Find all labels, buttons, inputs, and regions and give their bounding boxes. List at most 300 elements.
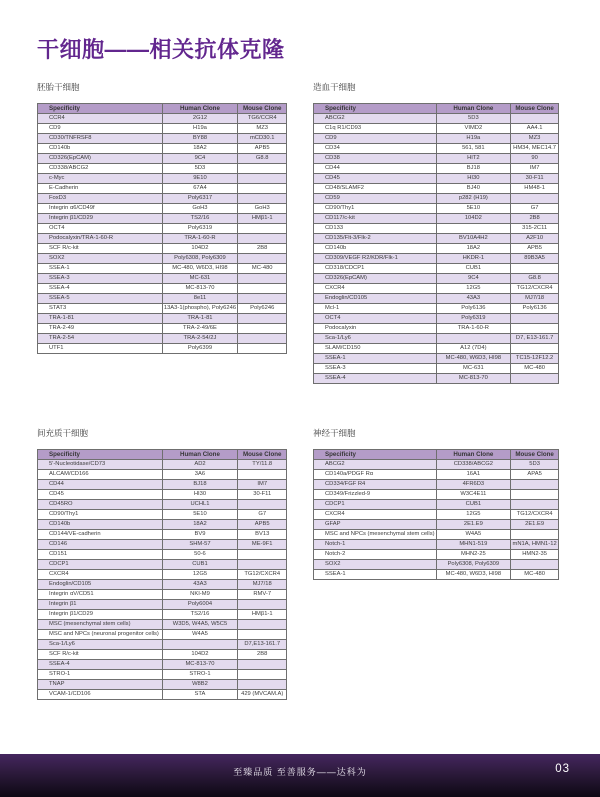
human-clone-cell: W3D5, W4A5, W5C5 (162, 620, 238, 630)
table-row (38, 124, 287, 134)
mouse-clone-cell: BV13 (238, 530, 287, 540)
specificity-cell: CD151 (38, 550, 163, 560)
human-clone-cell: W8B2 (162, 680, 238, 690)
table-row (38, 174, 287, 184)
human-clone-cell: VIMD2 (436, 124, 511, 134)
table-row (38, 520, 287, 530)
human-clone-cell: TRA-2-49/6E (162, 324, 238, 334)
column-header: Human Clone (162, 104, 238, 114)
table-row (314, 364, 559, 374)
mouse-clone-cell: HMN2-35 (511, 550, 559, 560)
table-row (314, 344, 559, 354)
header-row (38, 104, 287, 114)
mouse-clone-cell: G7 (511, 204, 559, 214)
mouse-clone-cell: MZ3 (511, 134, 559, 144)
table-row (38, 610, 287, 620)
column-header: Specificity (38, 104, 163, 114)
table-row (38, 630, 287, 640)
specificity-cell: CD338/ABCG2 (38, 164, 163, 174)
table-row (38, 284, 287, 294)
mouse-clone-cell (511, 560, 559, 570)
table-row (314, 204, 559, 214)
mouse-clone-cell (238, 274, 287, 284)
human-clone-cell: HI30 (436, 174, 511, 184)
specificity-cell: CD334/FGF R4 (314, 480, 437, 490)
page-number: 03 (555, 763, 570, 775)
mouse-clone-cell: MZ3 (238, 124, 287, 134)
specificity-cell: SSEA-3 (314, 364, 437, 374)
table-row (38, 480, 287, 490)
human-clone-cell: 9C4 (436, 274, 511, 284)
human-clone-cell: p282 (H19) (436, 194, 511, 204)
table-row (38, 510, 287, 520)
table-row (38, 540, 287, 550)
section-mesenchymal-stem-cells (37, 428, 287, 700)
mouse-clone-cell: MJ7/18 (511, 294, 559, 304)
specificity-cell: TRA-2-54 (38, 334, 163, 344)
mouse-clone-cell (511, 530, 559, 540)
table-row (314, 194, 559, 204)
human-clone-cell: 18A2 (436, 244, 511, 254)
mouse-clone-cell: MC-480 (511, 570, 559, 580)
section-label: 神经干细胞 (313, 428, 356, 438)
header-row (314, 450, 559, 460)
table-row (314, 264, 559, 274)
mouse-clone-cell (238, 184, 287, 194)
human-clone-cell: MC-480, W6D3, HI98 (162, 264, 238, 274)
specificity-cell: CD45 (314, 174, 437, 184)
antibody-clone-table (37, 449, 287, 700)
human-clone-cell: W4A5 (162, 630, 238, 640)
table-row (314, 500, 559, 510)
table-row (38, 154, 287, 164)
mouse-clone-cell: APB5 (511, 244, 559, 254)
specificity-cell: SCF R/c-kit (38, 650, 163, 660)
mouse-clone-cell: A2F10 (511, 234, 559, 244)
human-clone-cell: MHN2-25 (436, 550, 511, 560)
specificity-cell: 5'-Nucleotidase/CD73 (38, 460, 163, 470)
human-clone-cell: 104D2 (162, 650, 238, 660)
human-clone-cell: 2G12 (162, 114, 238, 124)
mouse-clone-cell: TG12/CXCR4 (511, 510, 559, 520)
specificity-cell: CD48/SLAMF2 (314, 184, 437, 194)
column-header: Specificity (38, 450, 163, 460)
mouse-clone-cell: HM48-1 (511, 184, 559, 194)
mouse-clone-cell: G7 (238, 510, 287, 520)
human-clone-cell: Poly6308, Poly6309 (162, 254, 238, 264)
specificity-cell: CXCR4 (314, 510, 437, 520)
human-clone-cell: 12G5 (162, 570, 238, 580)
human-clone-cell: 9C4 (162, 154, 238, 164)
human-clone-cell: BY88 (162, 134, 238, 144)
specificity-cell: CD326(EpCAM) (38, 154, 163, 164)
human-clone-cell (162, 640, 238, 650)
table-row (38, 254, 287, 264)
section-neural-stem-cells (313, 428, 559, 580)
table-row (314, 294, 559, 304)
table-row (38, 500, 287, 510)
human-clone-cell: 104D2 (436, 214, 511, 224)
table-row (314, 470, 559, 480)
human-clone-cell: H19a (436, 134, 511, 144)
table-row (38, 590, 287, 600)
specificity-cell: CD349/Frizzled-9 (314, 490, 437, 500)
mouse-clone-cell: GoH3 (238, 204, 287, 214)
table-row (38, 314, 287, 324)
specificity-cell: CD140a/PDGF Rα (314, 470, 437, 480)
human-clone-cell: MC-631 (162, 274, 238, 284)
section-embryonic-stem-cells (37, 82, 287, 354)
mouse-clone-cell: MC-480 (238, 264, 287, 274)
mouse-clone-cell: AA4.1 (511, 124, 559, 134)
table-row (314, 530, 559, 540)
mouse-clone-cell: TC15-12F12.2 (511, 354, 559, 364)
mouse-clone-cell: 30-F11 (238, 490, 287, 500)
human-clone-cell: Poly6319 (162, 224, 238, 234)
specificity-cell: STRO-1 (38, 670, 163, 680)
specificity-cell: Podocalyxin (314, 324, 437, 334)
specificity-cell: CD30/TNFRSF8 (38, 134, 163, 144)
mouse-clone-cell (238, 680, 287, 690)
table-row (314, 234, 559, 244)
specificity-cell: Podocalyxin/TRA-1-60-R (38, 234, 163, 244)
section-label: 胚胎干细胞 (37, 82, 80, 92)
table-row (38, 470, 287, 480)
mouse-clone-cell (238, 470, 287, 480)
mouse-clone-cell (238, 334, 287, 344)
human-clone-cell: NKI-M9 (162, 590, 238, 600)
column-header: Human Clone (436, 104, 511, 114)
human-clone-cell (436, 224, 511, 234)
specificity-cell: CD146 (38, 540, 163, 550)
mouse-clone-cell: MJ7/18 (238, 580, 287, 590)
table-row (38, 324, 287, 334)
specificity-cell: SSEA-1 (314, 354, 437, 364)
mouse-clone-cell (238, 284, 287, 294)
table-row (38, 690, 287, 700)
human-clone-cell: Poly6317 (162, 194, 238, 204)
section-hematopoietic-stem-cells (313, 82, 559, 384)
header-row (38, 450, 287, 460)
table-row (314, 214, 559, 224)
human-clone-cell: UCHL1 (162, 500, 238, 510)
header-row (314, 104, 559, 114)
antibody-clone-table (313, 449, 559, 580)
footer-slogan: 至臻品质 至善服务——达科为 (233, 767, 367, 777)
table-row (314, 560, 559, 570)
human-clone-cell: Poly6399 (162, 344, 238, 354)
human-clone-cell: 43A3 (162, 580, 238, 590)
mouse-clone-cell (238, 254, 287, 264)
mouse-clone-cell (511, 314, 559, 324)
specificity-cell: c-Myc (38, 174, 163, 184)
specificity-cell: CD34 (314, 144, 437, 154)
specificity-cell: ABCG2 (314, 114, 437, 124)
human-clone-cell: 43A3 (436, 294, 511, 304)
mouse-clone-cell: RMV-7 (238, 590, 287, 600)
mouse-clone-cell: Poly6136 (511, 304, 559, 314)
human-clone-cell: TRA-1-60-R (436, 324, 511, 334)
human-clone-cell: W3C4E11 (436, 490, 511, 500)
human-clone-cell: BV9 (162, 530, 238, 540)
mouse-clone-cell: G8.8 (238, 154, 287, 164)
antibody-clone-table (37, 103, 287, 354)
mouse-clone-cell: 315-2C11 (511, 224, 559, 234)
specificity-cell: CD59 (314, 194, 437, 204)
human-clone-cell: 9E10 (162, 174, 238, 184)
human-clone-cell: 12G5 (436, 284, 511, 294)
table-row (314, 570, 559, 580)
table-row (314, 480, 559, 490)
specificity-cell: Integrin β1/CD29 (38, 610, 163, 620)
table-row (314, 144, 559, 154)
table-row (38, 660, 287, 670)
table-row (38, 550, 287, 560)
table-row (314, 274, 559, 284)
table-row (314, 114, 559, 124)
human-clone-cell: STRO-1 (162, 670, 238, 680)
table-row (38, 144, 287, 154)
table-row (38, 204, 287, 214)
table-row (38, 194, 287, 204)
table-row (314, 460, 559, 470)
table-row (314, 550, 559, 560)
specificity-cell: CD135/Flt-3/Flk-2 (314, 234, 437, 244)
specificity-cell: SSEA-1 (314, 570, 437, 580)
human-clone-cell: MC-813-70 (162, 660, 238, 670)
table-row (38, 460, 287, 470)
column-header: Specificity (314, 104, 437, 114)
table-row (38, 640, 287, 650)
human-clone-cell: BV10A4H2 (436, 234, 511, 244)
table-row (314, 164, 559, 174)
specificity-cell: Integrin β1 (38, 600, 163, 610)
mouse-clone-cell: APB5 (238, 520, 287, 530)
specificity-cell: Integrin β1/CD29 (38, 214, 163, 224)
human-clone-cell: BJ40 (436, 184, 511, 194)
human-clone-cell: Poly6319 (436, 314, 511, 324)
section-label: 造血干细胞 (313, 82, 356, 92)
table-row (38, 244, 287, 254)
mouse-clone-cell: HMβ1-1 (238, 214, 287, 224)
human-clone-cell: 3A6 (162, 470, 238, 480)
mouse-clone-cell (238, 660, 287, 670)
footer-band (0, 754, 600, 797)
human-clone-cell: STA (162, 690, 238, 700)
human-clone-cell: 561, 581 (436, 144, 511, 154)
human-clone-cell: MC-480, W6D3, HI98 (436, 570, 511, 580)
specificity-cell: CD45 (38, 490, 163, 500)
specificity-cell: CD9 (38, 124, 163, 134)
table-row (38, 600, 287, 610)
column-header: Human Clone (436, 450, 511, 460)
mouse-clone-cell (238, 234, 287, 244)
mouse-clone-cell (238, 314, 287, 324)
specificity-cell: Sca-1/Ly6 (38, 640, 163, 650)
table-row (314, 284, 559, 294)
mouse-clone-cell: TG12/CXCR4 (238, 570, 287, 580)
specificity-cell: Integrin α6/CD49f (38, 204, 163, 214)
human-clone-cell: A12 (7D4) (436, 344, 511, 354)
table-row (38, 164, 287, 174)
specificity-cell: CD45RO (38, 500, 163, 510)
human-clone-cell: HI30 (162, 490, 238, 500)
specificity-cell: CD133 (314, 224, 437, 234)
table-row (314, 154, 559, 164)
human-clone-cell: 5D3 (436, 114, 511, 124)
table-row (38, 214, 287, 224)
mouse-clone-cell (238, 164, 287, 174)
mouse-clone-cell: APA5 (511, 470, 559, 480)
human-clone-cell: 18A2 (162, 520, 238, 530)
table-row (38, 530, 287, 540)
human-clone-cell (436, 334, 511, 344)
specificity-cell: E-Cadherin (38, 184, 163, 194)
page-title: 干细胞——相关抗体克隆 (37, 37, 285, 62)
human-clone-cell: 50-6 (162, 550, 238, 560)
human-clone-cell: TS2/16 (162, 214, 238, 224)
specificity-cell: CXCR4 (38, 570, 163, 580)
specificity-cell: Notch-2 (314, 550, 437, 560)
specificity-cell: Endoglin/CD105 (314, 294, 437, 304)
table-row (38, 224, 287, 234)
specificity-cell: CD38 (314, 154, 437, 164)
table-row (38, 680, 287, 690)
specificity-cell: SCF R/c-kit (38, 244, 163, 254)
table-row (314, 520, 559, 530)
specificity-cell: GFAP (314, 520, 437, 530)
mouse-clone-cell (238, 550, 287, 560)
table-row (314, 124, 559, 134)
table-row (314, 374, 559, 384)
specificity-cell: MSC and NPCs (neuronal progenitor cells) (38, 630, 163, 640)
human-clone-cell: 4FR6D3 (436, 480, 511, 490)
human-clone-cell: CUB1 (162, 560, 238, 570)
mouse-clone-cell: mCD30.1 (238, 134, 287, 144)
mouse-clone-cell (238, 344, 287, 354)
mouse-clone-cell: 90 (511, 154, 559, 164)
mouse-clone-cell (511, 264, 559, 274)
mouse-clone-cell (238, 620, 287, 630)
human-clone-cell: Poly6308, Poly6309 (436, 560, 511, 570)
mouse-clone-cell: TG12/CXCR4 (511, 284, 559, 294)
specificity-cell: Endoglin/CD105 (38, 580, 163, 590)
human-clone-cell: BJ18 (436, 164, 511, 174)
column-header: Mouse Clone (238, 104, 287, 114)
human-clone-cell: 5E10 (436, 204, 511, 214)
table-row (314, 184, 559, 194)
specificity-cell: OCT4 (38, 224, 163, 234)
specificity-cell: CD309/VEGF R2/KDR/Flk-1 (314, 254, 437, 264)
mouse-clone-cell (238, 560, 287, 570)
specificity-cell: CD9 (314, 134, 437, 144)
column-header: Specificity (314, 450, 437, 460)
human-clone-cell: BJ18 (162, 480, 238, 490)
specificity-cell: CD117/c-kit (314, 214, 437, 224)
mouse-clone-cell (238, 224, 287, 234)
mouse-clone-cell: Poly6246 (238, 304, 287, 314)
specificity-cell: SSEA-4 (314, 374, 437, 384)
specificity-cell: TNAP (38, 680, 163, 690)
human-clone-cell: 8e11 (162, 294, 238, 304)
table-row (38, 234, 287, 244)
table-row (314, 174, 559, 184)
human-clone-cell: 13A3-1(phospho), Poly6246 (162, 304, 238, 314)
human-clone-cell: W4A5 (436, 530, 511, 540)
specificity-cell: OCT4 (314, 314, 437, 324)
specificity-cell: MSC and NPCs (mesenchymal stem cells) (314, 530, 437, 540)
mouse-clone-cell: D7, E13-161.7 (511, 334, 559, 344)
specificity-cell: FoxD3 (38, 194, 163, 204)
column-header: Mouse Clone (511, 450, 559, 460)
mouse-clone-cell: 5D3 (511, 460, 559, 470)
mouse-clone-cell (511, 344, 559, 354)
mouse-clone-cell: IM7 (511, 164, 559, 174)
specificity-cell: SOX2 (38, 254, 163, 264)
human-clone-cell: 2E1.E9 (436, 520, 511, 530)
human-clone-cell: H19a (162, 124, 238, 134)
mouse-clone-cell (511, 490, 559, 500)
human-clone-cell: GoH3 (162, 204, 238, 214)
antibody-clone-table (313, 103, 559, 384)
specificity-cell: UTF1 (38, 344, 163, 354)
mouse-clone-cell (238, 500, 287, 510)
table-row (38, 620, 287, 630)
table-row (38, 650, 287, 660)
mouse-clone-cell: ME-9F1 (238, 540, 287, 550)
human-clone-cell: 16A1 (436, 470, 511, 480)
table-row (38, 560, 287, 570)
specificity-cell: CD318/CDCP1 (314, 264, 437, 274)
specificity-cell: SSEA-3 (38, 274, 163, 284)
human-clone-cell: CUB1 (436, 500, 511, 510)
table-row (38, 294, 287, 304)
table-row (314, 244, 559, 254)
specificity-cell: CDCP1 (314, 500, 437, 510)
human-clone-cell: CD338/ABCG2 (436, 460, 511, 470)
table-row (38, 184, 287, 194)
mouse-clone-cell: TG6/CCR4 (238, 114, 287, 124)
table-row (314, 134, 559, 144)
table-row (314, 224, 559, 234)
mouse-clone-cell (238, 670, 287, 680)
column-header: Mouse Clone (238, 450, 287, 460)
human-clone-cell: 67A4 (162, 184, 238, 194)
human-clone-cell: Poly6136 (436, 304, 511, 314)
human-clone-cell: 18A2 (162, 144, 238, 154)
human-clone-cell: TRA-2-54/2J (162, 334, 238, 344)
table-row (314, 304, 559, 314)
specificity-cell: Sca-1/Ly6 (314, 334, 437, 344)
table-row (38, 274, 287, 284)
specificity-cell: SSEA-1 (38, 264, 163, 274)
human-clone-cell: MC-813-70 (162, 284, 238, 294)
mouse-clone-cell (511, 480, 559, 490)
specificity-cell: CD140b (38, 520, 163, 530)
mouse-clone-cell (238, 194, 287, 204)
mouse-clone-cell: HMβ1-1 (238, 610, 287, 620)
mouse-clone-cell: 429 (MVCAM.A) (238, 690, 287, 700)
mouse-clone-cell: IM7 (238, 480, 287, 490)
specificity-cell: C1q R1/CD93 (314, 124, 437, 134)
table-row (314, 324, 559, 334)
table-row (38, 670, 287, 680)
specificity-cell: Integrin αV/CD51 (38, 590, 163, 600)
human-clone-cell: HKDR-1 (436, 254, 511, 264)
mouse-clone-cell: G8.8 (511, 274, 559, 284)
table-row (38, 344, 287, 354)
mouse-clone-cell (511, 500, 559, 510)
